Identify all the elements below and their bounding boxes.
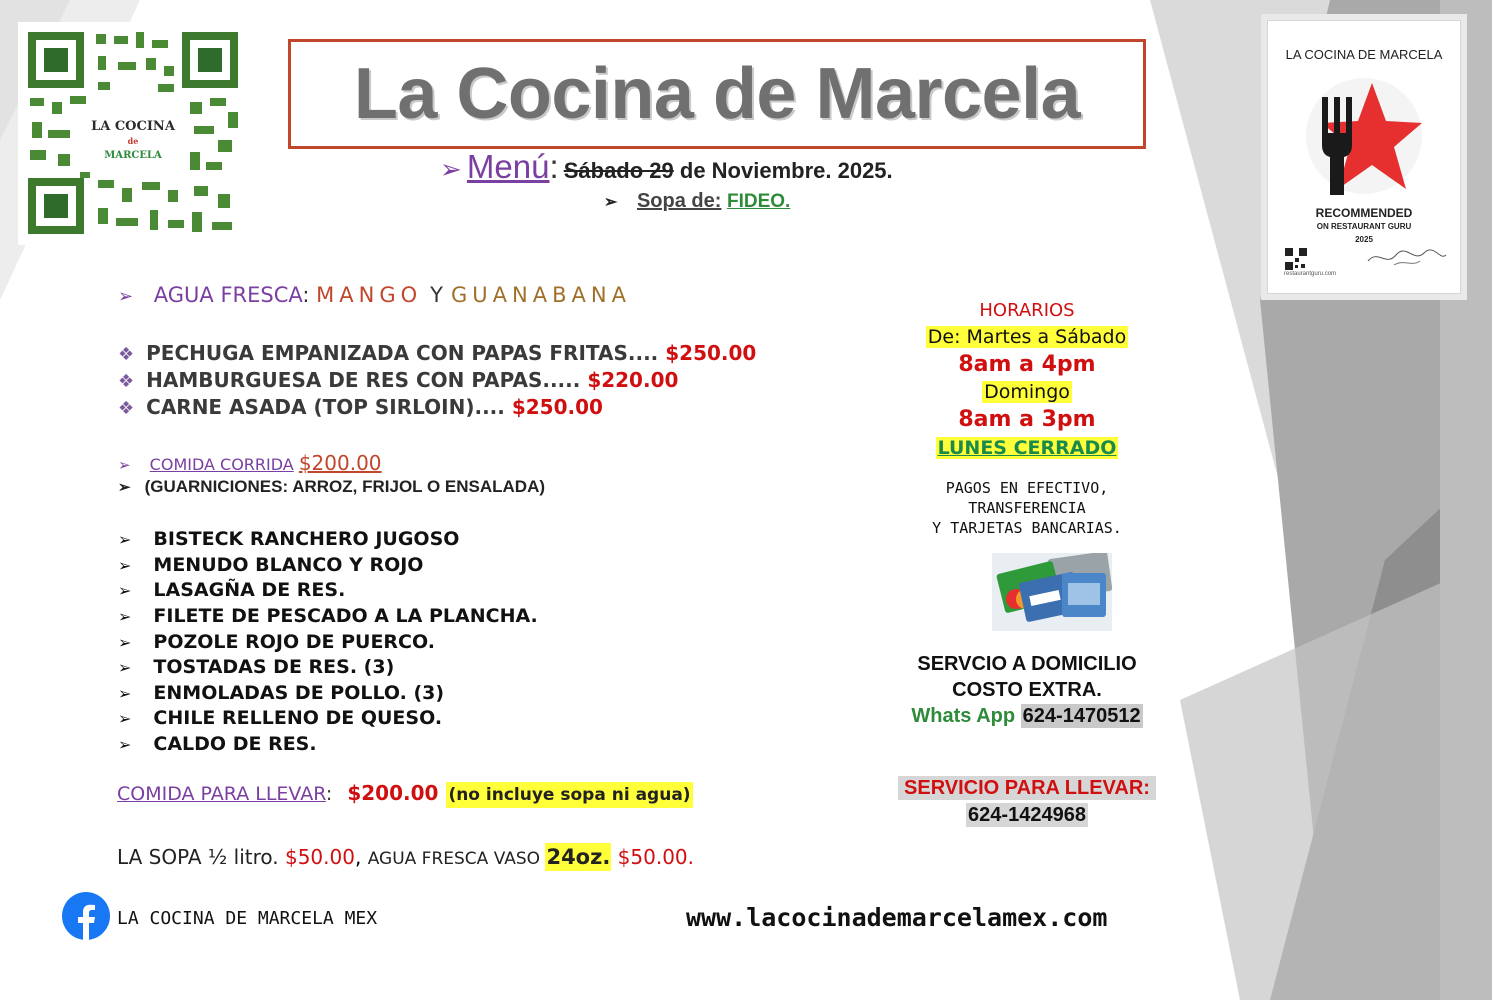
- guarniciones-text: (GUARNICIONES: ARROZ, FRIJOL O ENSALADA): [144, 477, 546, 496]
- payments-line: TRANSFERENCIA: [968, 499, 1086, 517]
- agua-oz: 24oz.: [546, 845, 611, 869]
- takeout-block: [880, 775, 1174, 829]
- arrow-bullet-icon: ➢: [118, 556, 132, 575]
- hours-closed: LUNES CERRADO: [937, 437, 1117, 459]
- dish-item: [118, 554, 423, 576]
- arrow-bullet-icon: ➢: [118, 607, 132, 626]
- agua-flavor-2: GUANABANA: [451, 283, 631, 307]
- badge-restaurant-name: LA COCINA DE MARCELA: [1285, 47, 1443, 62]
- whatsapp-phone[interactable]: 624-1470512: [1022, 705, 1141, 727]
- title-box: [288, 39, 1146, 149]
- arrow-bullet-icon: ➢: [440, 155, 462, 185]
- arrow-bullet-icon: ➢: [118, 633, 132, 652]
- soup-of-day: [604, 190, 790, 213]
- facebook-page-name[interactable]: LA COCINA DE MARCELA MEX: [117, 908, 378, 929]
- arrow-bullet-icon: ➢: [118, 286, 134, 307]
- menu-date: [564, 158, 893, 183]
- takeout-title: SERVICIO PARA LLEVAR:: [898, 776, 1156, 800]
- dish-item: [118, 682, 444, 704]
- qr-logo-top: LA COCINA: [91, 119, 175, 134]
- arrow-bullet-icon: ➢: [118, 530, 132, 549]
- dish-name: LASAGÑA DE RES.: [153, 579, 346, 601]
- delivery-line-2: COSTO EXTRA.: [952, 679, 1102, 701]
- hours-days-1: De: Martes a Sábado: [927, 326, 1127, 348]
- dish-item: [118, 733, 317, 755]
- qr-logo-sub: de: [127, 136, 139, 146]
- qr-code[interactable]: [18, 22, 248, 245]
- guarniciones-line: [118, 477, 545, 497]
- delivery-line-1: SERVCIO A DOMICILIO: [917, 653, 1137, 675]
- whatsapp-label: Whats App: [911, 705, 1021, 727]
- badge-on-guru: ON RESTAURANT GURU: [1316, 222, 1412, 231]
- agua-fresca-line: [118, 283, 631, 307]
- qr-logo-label: [88, 120, 178, 163]
- dish-name: FILETE DE PESCADO A LA PLANCHA.: [153, 605, 538, 627]
- comida-corrida-price: $200.00: [298, 451, 382, 475]
- signature-icon: [1364, 247, 1448, 269]
- special-price: $250.00: [511, 395, 603, 419]
- agua-flavor-1: MANGO: [316, 283, 423, 307]
- whatsapp-row: [880, 703, 1174, 729]
- diamond-bullet-icon: ❖: [118, 398, 135, 419]
- hours-title: HORARIOS: [979, 300, 1075, 321]
- takeout-phone[interactable]: 624-1424968: [968, 804, 1086, 826]
- credit-cards-icon: [992, 553, 1112, 631]
- arrow-bullet-icon: ➢: [118, 684, 132, 703]
- dish-item: [118, 707, 442, 729]
- restaurant-guru-badge: [1267, 20, 1461, 294]
- payments-line: PAGOS EN EFECTIVO,: [945, 479, 1109, 497]
- delivery-block: [880, 651, 1174, 729]
- arrow-bullet-icon: ➢: [118, 479, 131, 496]
- hours-block: [880, 298, 1174, 462]
- badge-recommended: RECOMMENDED: [1315, 206, 1413, 220]
- para-llevar-price: $200.00: [347, 781, 439, 805]
- hours-days-2: Domingo: [984, 381, 1070, 403]
- star-fork-icon: [1304, 71, 1424, 201]
- arrow-bullet-icon: ➢: [118, 581, 132, 600]
- special-item: [118, 368, 678, 392]
- agua-and: Y: [430, 283, 443, 307]
- para-llevar-colon: :: [325, 783, 333, 805]
- agua-fresca-label: AGUA FRESCA: [153, 283, 303, 307]
- soup-label: Sopa de:: [636, 190, 722, 212]
- qr-logo-bottom: MARCELA: [104, 150, 162, 161]
- menu-link[interactable]: Menú: [466, 148, 550, 185]
- diamond-bullet-icon: ❖: [118, 344, 135, 365]
- website-link[interactable]: www.lacocinademarcelamex.com: [686, 903, 1108, 932]
- arrow-bullet-icon: ➢: [604, 194, 618, 211]
- special-name: PECHUGA EMPANIZADA CON PAPAS FRITAS....: [146, 341, 666, 365]
- comida-corrida-line: [118, 451, 382, 475]
- agua-vaso: AGUA FRESCA VASO: [367, 849, 546, 869]
- extras-line: [117, 845, 694, 869]
- arrow-bullet-icon: ➢: [118, 658, 132, 677]
- badge-qr-icon: [1284, 247, 1308, 271]
- arrow-bullet-icon: ➢: [118, 735, 132, 754]
- arrow-bullet-icon: ➢: [118, 456, 131, 474]
- special-name: HAMBURGUESA DE RES CON PAPAS.....: [146, 368, 588, 392]
- special-price: $250.00: [665, 341, 757, 365]
- menu-date-line: [440, 148, 893, 186]
- agua-fresca-colon: :: [302, 283, 310, 307]
- sopa-price: $50.00: [284, 845, 355, 869]
- page-title: La Cocina de Marcela: [353, 54, 1081, 134]
- dish-item: [118, 579, 345, 601]
- dish-name: ENMOLADAS DE POLLO. (3): [153, 682, 445, 704]
- hours-time-2: 8am a 3pm: [958, 407, 1096, 432]
- badge-url: restaurantguru.com: [1284, 271, 1337, 277]
- dish-item: [118, 528, 459, 550]
- comida-para-llevar-line: [117, 781, 693, 805]
- arrow-bullet-icon: ➢: [118, 709, 132, 728]
- menu-colon: :: [549, 148, 559, 185]
- hours-time-1: 8am a 4pm: [958, 352, 1096, 377]
- sopa-half-liter: LA SOPA ½ litro.: [117, 845, 285, 869]
- payments-block: [880, 478, 1174, 538]
- facebook-icon[interactable]: [62, 892, 110, 940]
- dish-name: TOSTADAS DE RES. (3): [153, 656, 395, 678]
- dish-name: BISTECK RANCHERO JUGOSO: [153, 528, 460, 550]
- dish-name: CALDO DE RES.: [153, 733, 317, 755]
- para-llevar-label: COMIDA PARA LLEVAR: [117, 783, 326, 805]
- special-item: [118, 395, 603, 419]
- special-price: $220.00: [587, 368, 679, 392]
- special-name: CARNE ASADA (TOP SIRLOIN)....: [146, 395, 512, 419]
- dish-item: [118, 631, 435, 653]
- dish-item: [118, 605, 538, 627]
- dish-item: [118, 656, 394, 678]
- soup-value: FIDEO.: [726, 191, 791, 212]
- diamond-bullet-icon: ❖: [118, 371, 135, 392]
- payments-line: Y TARJETAS BANCARIAS.: [932, 519, 1122, 537]
- menu-date-rest: de Noviembre. 2025.: [673, 158, 893, 183]
- dish-name: MENUDO BLANCO Y ROJO: [153, 554, 424, 576]
- comida-corrida-label: COMIDA CORRIDA: [149, 455, 294, 474]
- menu-day: Sábado 29: [563, 158, 674, 183]
- agua-price: $50.00.: [611, 845, 695, 869]
- special-item: [118, 341, 756, 365]
- dish-name: POZOLE ROJO DE PUERCO.: [153, 631, 435, 653]
- extras-separator: ,: [354, 845, 368, 869]
- para-llevar-note: (no incluye sopa ni agua): [446, 782, 692, 808]
- dish-name: CHILE RELLENO DE QUESO.: [153, 707, 443, 729]
- badge-year: 2025: [1355, 235, 1373, 244]
